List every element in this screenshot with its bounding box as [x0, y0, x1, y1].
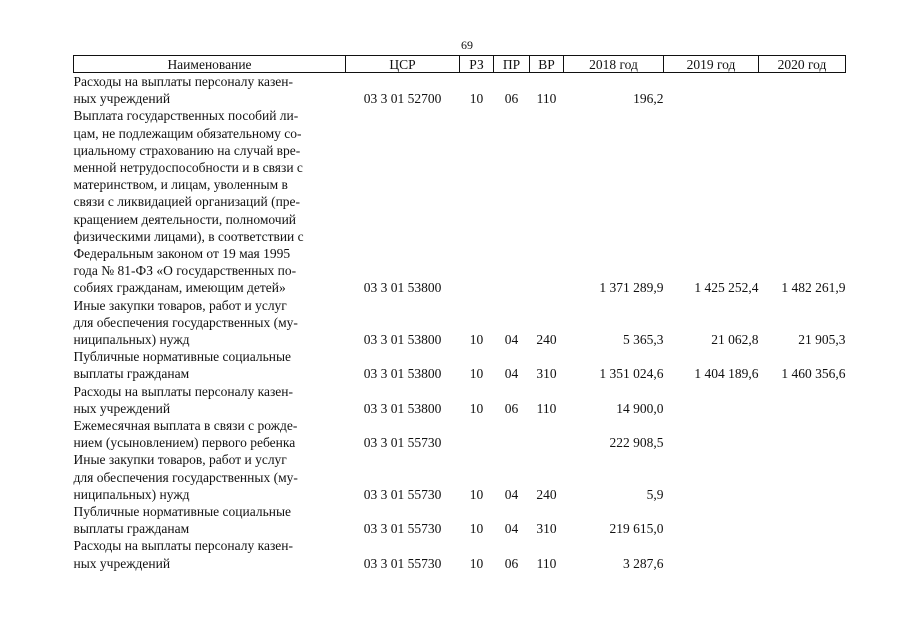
row-name-line: Федеральным законом от 19 мая 1995: [73, 246, 291, 262]
row-2019: 1 425 252,4: [694, 280, 759, 296]
row-name-line: Ежемесячная выплата в связи с рожде-: [73, 418, 298, 434]
table-row: [74, 73, 846, 108]
row-name-line: выплаты гражданам: [73, 521, 190, 537]
table-row: [74, 107, 846, 296]
row-name: [74, 417, 346, 451]
row-rz: 10: [469, 91, 484, 107]
row-vr: 110: [536, 555, 557, 571]
row-2019: [664, 451, 759, 503]
row-name-line: ниципальных) нужд: [73, 332, 190, 348]
row-pr: [494, 107, 530, 296]
header-csr: ЦСР: [346, 56, 460, 73]
row-csr: 03 3 01 55730: [363, 486, 442, 502]
row-name-line: физическими лицами), в соответствии с: [73, 228, 304, 244]
row-vr: 240: [536, 486, 557, 502]
row-csr: 03 3 01 55730: [363, 521, 442, 537]
row-2018: 219 615,0: [609, 521, 664, 537]
row-vr: [530, 107, 564, 296]
row-csr: 03 3 01 55730: [363, 555, 442, 571]
row-2018: 1 371 289,9: [599, 280, 664, 296]
row-name-line: выплаты гражданам: [73, 366, 190, 382]
budget-table: [73, 55, 846, 572]
row-name-line: Выплата государственных пособий ли-: [73, 108, 299, 124]
table-body: [74, 73, 846, 572]
row-name: [74, 537, 346, 571]
row-rz: 10: [469, 486, 484, 502]
row-pr: [494, 417, 530, 451]
row-name: [74, 383, 346, 417]
table-row: [74, 503, 846, 537]
row-name-line: менной нетрудоспособности и в связи с: [73, 160, 303, 176]
row-vr: 310: [536, 521, 557, 537]
header-rz: РЗ: [460, 56, 494, 73]
row-pr: 06: [504, 400, 519, 416]
row-name-line: материнством, и лицам, уволенным в: [73, 177, 288, 193]
row-name: [74, 348, 346, 382]
header-pr: ПР: [494, 56, 530, 73]
table-row: [74, 297, 846, 349]
row-2020: 1 482 261,9: [781, 280, 846, 296]
row-name-line: кращением деятельности, полномочий: [73, 211, 297, 227]
row-2019: [664, 537, 759, 571]
row-rz: 10: [469, 400, 484, 416]
row-csr: 03 3 01 55730: [363, 435, 442, 451]
row-2018: 14 900,0: [616, 400, 664, 416]
row-name-line: нием (усыновлением) первого ребенка: [73, 435, 296, 451]
row-rz: 10: [469, 555, 484, 571]
row-name: [74, 451, 346, 503]
row-2020: 1 460 356,6: [781, 366, 846, 382]
row-name-line: циальному страхованию на случай вре-: [73, 142, 301, 158]
header-2019: 2019 год: [664, 56, 759, 73]
row-pr: 04: [504, 332, 519, 348]
row-2020: [759, 537, 846, 571]
row-name-line: для обеспечения государственных (му-: [73, 314, 298, 330]
row-name: [74, 107, 346, 296]
row-name: [74, 73, 346, 108]
row-2019: [664, 503, 759, 537]
row-pr: 04: [504, 521, 519, 537]
row-name-line: связи с ликвидацией организаций (пре-: [73, 194, 301, 210]
row-rz: [460, 417, 494, 451]
row-name-line: ных учреждений: [73, 400, 171, 416]
row-2019: 21 062,8: [711, 332, 759, 348]
table-row: [74, 537, 846, 571]
row-csr: 03 3 01 53800: [363, 280, 442, 296]
row-2020: [759, 451, 846, 503]
row-2018: 1 351 024,6: [599, 366, 664, 382]
row-name: [74, 297, 346, 349]
row-name-line: Расходы на выплаты персоналу казен-: [73, 383, 294, 399]
row-2018: 3 287,6: [623, 555, 664, 571]
row-name-line: ниципальных) нужд: [73, 486, 190, 502]
row-vr: 240: [536, 332, 557, 348]
table-row: [74, 383, 846, 417]
row-name-line: Расходы на выплаты персоналу казен-: [73, 538, 294, 554]
row-name-line: Расходы на выплаты персоналу казен-: [73, 74, 294, 89]
row-pr: 06: [504, 91, 519, 107]
row-vr: 110: [536, 400, 557, 416]
table-row: [74, 348, 846, 382]
row-csr: 03 3 01 53800: [363, 400, 442, 416]
row-2019: [664, 383, 759, 417]
row-name-line: ных учреждений: [73, 555, 171, 571]
row-name: [74, 503, 346, 537]
row-csr: 03 3 01 53800: [363, 332, 442, 348]
row-rz: 10: [469, 332, 484, 348]
page-number: 69: [461, 38, 473, 52]
table-header-row: [74, 56, 846, 73]
row-pr: 04: [504, 366, 519, 382]
row-2020: 21 905,3: [798, 332, 846, 348]
row-pr: 06: [504, 555, 519, 571]
header-vr: ВР: [530, 56, 564, 73]
row-rz: [460, 107, 494, 296]
row-name-line: для обеспечения государственных (му-: [73, 469, 298, 485]
row-name-line: Иные закупки товаров, работ и услуг: [73, 452, 287, 468]
row-2020: [759, 503, 846, 537]
row-vr: [530, 417, 564, 451]
table-row: [74, 417, 846, 451]
row-name-line: цам, не подлежащим обязательному со-: [73, 125, 302, 141]
row-2018: 5 365,3: [623, 332, 664, 348]
row-vr: 310: [536, 366, 557, 382]
row-2019: [664, 73, 759, 108]
row-pr: 04: [504, 486, 519, 502]
row-name-line: года № 81-ФЗ «О государственных по-: [73, 263, 297, 279]
row-rz: 10: [469, 366, 484, 382]
row-2019: [664, 417, 759, 451]
row-name-line: ных учреждений: [73, 91, 171, 107]
row-2018: 222 908,5: [609, 435, 664, 451]
row-rz: 10: [469, 521, 484, 537]
row-csr: 03 3 01 53800: [363, 366, 442, 382]
row-name-line: Публичные нормативные социальные: [73, 504, 292, 520]
row-2020: [759, 73, 846, 108]
header-name: Наименование: [74, 56, 346, 73]
header-2020: 2020 год: [759, 56, 846, 73]
table-row: [74, 451, 846, 503]
row-2018: 196,2: [633, 91, 664, 107]
row-2018: 5,9: [646, 486, 664, 502]
row-2020: [759, 417, 846, 451]
row-vr: 110: [536, 91, 557, 107]
row-csr: 03 3 01 52700: [363, 91, 442, 107]
row-name-line: собиях гражданам, имеющим детей»: [73, 280, 286, 296]
row-2020: [759, 383, 846, 417]
header-2018: 2018 год: [564, 56, 664, 73]
row-2019: 1 404 189,6: [694, 366, 759, 382]
row-name-line: Иные закупки товаров, работ и услуг: [73, 297, 287, 313]
row-name-line: Публичные нормативные социальные: [73, 349, 292, 365]
